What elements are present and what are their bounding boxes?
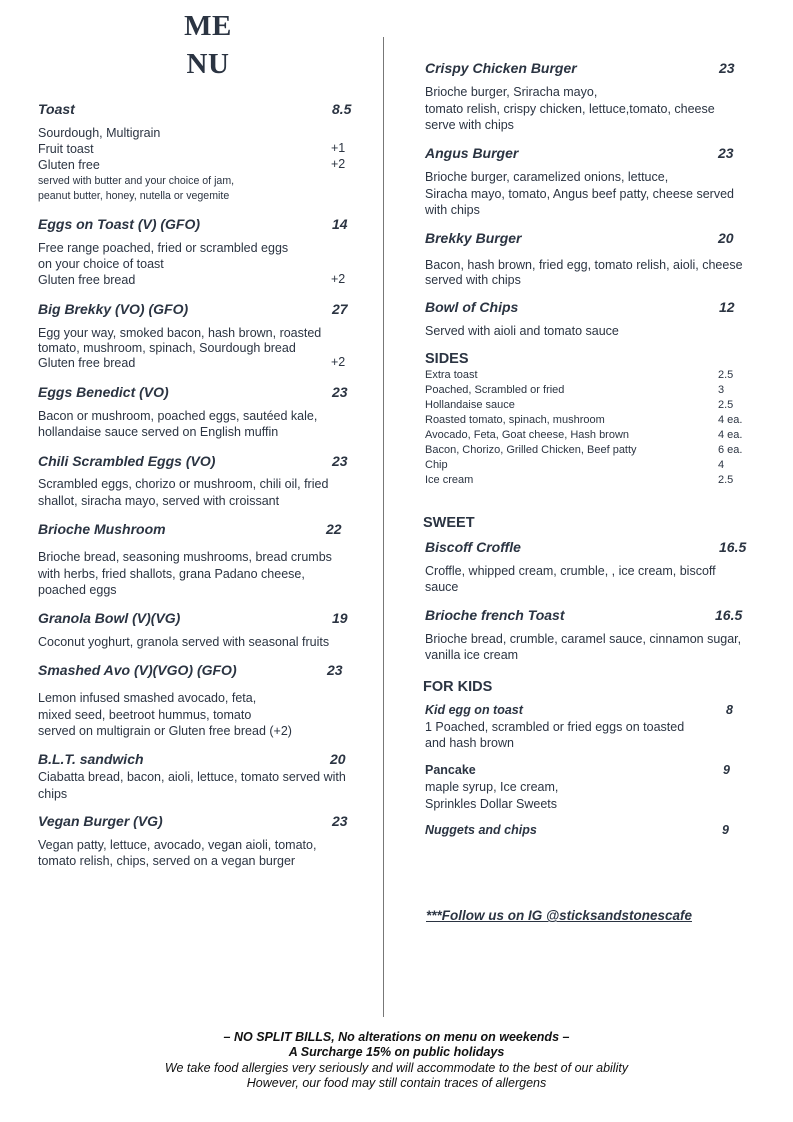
- item-toast-desc-4: served with butter and your choice of jam,: [38, 175, 235, 187]
- side-item-price: 2.5: [718, 369, 734, 381]
- side-item-price: 2.5: [718, 399, 734, 411]
- item-crispy-desc-1: Brioche burger, Sriracha mayo,: [425, 85, 598, 99]
- item-blt-price: 20: [330, 751, 346, 767]
- side-item-name: Chip: [425, 459, 448, 471]
- item-chili-price: 23: [332, 453, 348, 469]
- kids-pancake-price: 9: [723, 763, 730, 777]
- kids-egg-desc-2: and hash brown: [425, 736, 514, 750]
- item-brekky-burger-desc-1: Bacon, hash brown, fried egg, tomato relish, aioli, cheese: [425, 258, 743, 272]
- item-chili-desc-1: Scrambled eggs, chorizo or mushroom, chili oil, fried: [38, 477, 329, 491]
- item-big-brekky-addon: +2: [331, 355, 346, 369]
- side-item-name: Extra toast: [425, 369, 478, 381]
- item-benedict-name: Eggs Benedict (VO): [38, 384, 169, 400]
- item-french-toast-name: Brioche french Toast: [425, 607, 565, 623]
- item-angus-desc-3: with chips: [425, 203, 480, 217]
- item-brekky-burger-desc-2: served with chips: [425, 273, 521, 287]
- item-big-brekky-desc-3: Gluten free bread: [38, 356, 136, 370]
- footer-line-3: We take food allergies very seriously and will accommodate to the best of our ability: [164, 1061, 629, 1075]
- item-brekky-burger-price: 20: [718, 230, 734, 246]
- item-angus-desc-2: Siracha mayo, tomato, Angus beef patty, cheese served: [425, 187, 734, 201]
- item-croffle-desc-2: sauce: [425, 580, 459, 594]
- side-item-price: 4: [718, 459, 725, 471]
- item-toast-desc-1: Sourdough, Multigrain: [38, 126, 161, 140]
- item-blt-name: B.L.T. sandwich: [38, 751, 144, 767]
- item-benedict-price: 23: [332, 384, 348, 400]
- item-eggs-toast-desc-2: on your choice of toast: [38, 257, 164, 271]
- kids-egg-price: 8: [726, 703, 733, 717]
- item-avo-name: Smashed Avo (V)(VGO) (GFO): [38, 662, 237, 678]
- item-big-brekky-desc-2: tomato, mushroom, spinach, Sourdough bread: [38, 341, 296, 355]
- side-item-price: 3: [718, 384, 725, 396]
- item-granola-price: 19: [332, 610, 348, 626]
- item-chips-name: Bowl of Chips: [425, 299, 519, 315]
- side-item-price: 4 ea.: [718, 429, 743, 441]
- item-vegan-price: 23: [332, 813, 348, 829]
- side-item-name: Poached, Scrambled or fried: [425, 384, 565, 396]
- footer-line-2: A Surcharge 15% on public holidays: [288, 1045, 505, 1059]
- item-vegan-desc-2: tomato relish, chips, served on a vegan burger: [38, 854, 296, 868]
- side-item-name: Bacon, Chorizo, Grilled Chicken, Beef patty: [425, 444, 637, 456]
- item-brioche-mushroom-desc-3: poached eggs: [38, 583, 117, 597]
- item-avo-desc-3: served on multigrain or Gluten free bread (+2): [38, 724, 292, 738]
- kids-pancake-desc-2: Sprinkles Dollar Sweets: [425, 797, 557, 811]
- kids-pancake-desc-1: maple syrup, Ice cream,: [425, 780, 559, 794]
- item-french-toast-desc-2: vanilla ice cream: [425, 648, 519, 662]
- item-avo-desc-2: mixed seed, beetroot hummus, tomato: [38, 708, 252, 722]
- kids-egg-desc-1: 1 Poached, scrambled or fried eggs on toasted: [425, 720, 685, 734]
- kids-pancake-name: Pancake: [425, 763, 476, 777]
- item-blt-desc-1: Ciabatta bread, bacon, aioli, lettuce, tomato served with: [38, 770, 346, 784]
- item-toast-name: Toast: [38, 101, 75, 117]
- side-item-price: 2.5: [718, 474, 734, 486]
- item-french-toast-price: 16.5: [715, 607, 743, 623]
- item-croffle-desc-1: Croffle, whipped cream, crumble, , ice cream, biscoff: [425, 564, 716, 578]
- item-french-toast-desc-1: Brioche bread, crumble, caramel sauce, cinnamon sugar,: [425, 632, 742, 646]
- item-crispy-price: 23: [719, 60, 735, 76]
- item-benedict-desc-1: Bacon or mushroom, poached eggs, sautéed kale,: [38, 409, 318, 423]
- side-item-name: Roasted tomato, spinach, mushroom: [425, 414, 605, 426]
- item-angus-name: Angus Burger: [425, 145, 519, 161]
- kids-egg-name: Kid egg on toast: [425, 703, 523, 717]
- item-chips-desc-1: Served with aioli and tomato sauce: [425, 324, 619, 338]
- side-item-price: 4 ea.: [718, 414, 743, 426]
- item-chili-desc-2: shallot, siracha mayo, served with croissant: [38, 494, 280, 508]
- item-big-brekky-price: 27: [332, 301, 348, 317]
- item-toast-desc-2: Fruit toast: [38, 142, 94, 156]
- item-benedict-desc-2: hollandaise sauce served on English muffin: [38, 425, 279, 439]
- menu-title-line-2: NU: [186, 48, 230, 80]
- kids-nuggets-price: 9: [722, 823, 729, 837]
- item-croffle-name: Biscoff Croffle: [425, 539, 521, 555]
- footer-line-1: – NO SPLIT BILLS, No alterations on menu on weekends –: [223, 1030, 570, 1044]
- item-granola-desc-1: Coconut yoghurt, granola served with seasonal fruits: [38, 635, 330, 649]
- item-eggs-toast-price: 14: [332, 216, 348, 232]
- instagram-follow-link[interactable]: ***Follow us on IG @sticksandstonescafe: [426, 908, 692, 923]
- footer-line-4: However, our food may still contain traces of allergens: [246, 1076, 547, 1090]
- kids-nuggets-name: Nuggets and chips: [425, 823, 537, 837]
- item-angus-desc-1: Brioche burger, caramelized onions, lettuce,: [425, 170, 669, 184]
- item-crispy-desc-2: tomato relish, crispy chicken, lettuce,tomato, cheese: [425, 102, 715, 116]
- side-item-price: 6 ea.: [718, 444, 743, 456]
- side-item-name: Ice cream: [425, 474, 474, 486]
- item-vegan-desc-1: Vegan patty, lettuce, avocado, vegan aioli, tomato,: [38, 838, 317, 852]
- item-big-brekky-name: Big Brekky (VO) (GFO): [38, 301, 189, 317]
- item-brioche-mushroom-name: Brioche Mushroom: [38, 521, 166, 537]
- item-toast-desc-3: Gluten free: [38, 158, 100, 172]
- item-toast-addon-1: +1: [331, 141, 346, 155]
- item-blt-desc-2: chips: [38, 787, 68, 801]
- item-granola-name: Granola Bowl (V)(VG): [38, 610, 181, 626]
- sweet-heading: SWEET: [423, 515, 475, 531]
- item-avo-price: 23: [327, 662, 343, 678]
- item-vegan-name: Vegan Burger (VG): [38, 813, 163, 829]
- item-croffle-price: 16.5: [719, 539, 747, 555]
- item-crispy-name: Crispy Chicken Burger: [425, 60, 577, 76]
- item-toast-price: 8.5: [332, 101, 352, 117]
- column-divider: [383, 37, 384, 1017]
- item-crispy-desc-3: serve with chips: [425, 118, 514, 132]
- menu-title-line-1: ME: [184, 10, 232, 42]
- item-chips-price: 12: [719, 299, 735, 315]
- item-angus-price: 23: [718, 145, 734, 161]
- item-big-brekky-desc-1: Egg your way, smoked bacon, hash brown, roasted: [38, 326, 322, 340]
- sides-heading: SIDES: [425, 351, 469, 367]
- item-brioche-mushroom-price: 22: [326, 521, 342, 537]
- item-brioche-mushroom-desc-1: Brioche bread, seasoning mushrooms, bread crumbs: [38, 550, 332, 564]
- side-item-name: Avocado, Feta, Goat cheese, Hash brown: [425, 429, 630, 441]
- item-toast-addon-2: +2: [331, 157, 346, 171]
- side-item-name: Hollandaise sauce: [425, 399, 515, 411]
- item-eggs-toast-desc-1: Free range poached, fried or scrambled eggs: [38, 241, 289, 255]
- item-eggs-toast-desc-3: Gluten free bread: [38, 273, 136, 287]
- item-avo-desc-1: Lemon infused smashed avocado, feta,: [38, 691, 257, 705]
- kids-heading: FOR KIDS: [423, 679, 493, 695]
- item-chili-name: Chili Scrambled Eggs (VO): [38, 453, 216, 469]
- item-eggs-toast-name: Eggs on Toast (V) (GFO): [38, 216, 201, 232]
- item-toast-desc-5: peanut butter, honey, nutella or vegemite: [38, 190, 230, 202]
- item-brekky-burger-name: Brekky Burger: [425, 230, 522, 246]
- item-brioche-mushroom-desc-2: with herbs, fried shallots, grana Padano cheese,: [38, 567, 305, 581]
- item-eggs-toast-addon: +2: [331, 272, 346, 286]
